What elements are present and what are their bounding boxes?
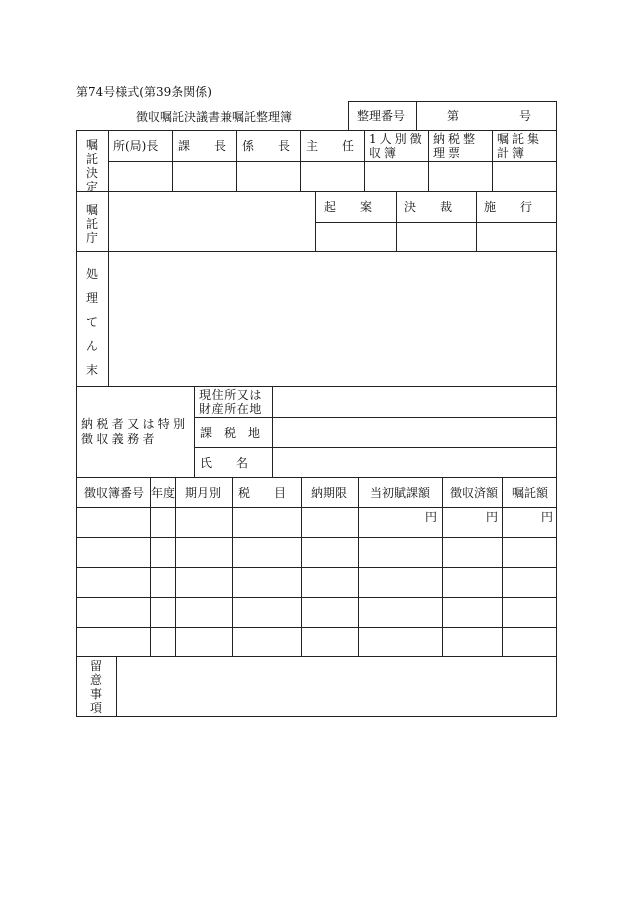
ledger-header-collected-amount: 徴収済額 — [450, 486, 499, 500]
ledger-unit-initial: 円 — [425, 510, 438, 524]
decision-header-subsection-head: 係 長 — [242, 139, 291, 153]
seiri-go: 号 — [519, 109, 532, 123]
decision-header-chief: 所(局)長 — [113, 139, 159, 153]
decision-header-individual-ledger: 1人別徴収簿 — [369, 132, 425, 160]
disposal-side-label: 処理てん末 — [85, 267, 98, 377]
agency-header-draft: 起 案 — [324, 200, 373, 214]
ledger-header-initial-amount: 当初賦課額 — [370, 486, 431, 500]
agency-header-execution: 施 行 — [484, 200, 533, 214]
notes-side-label: 留意事項 — [89, 659, 102, 715]
ledger-header-tax-item: 税 目 — [238, 486, 287, 500]
decision-side-label: 嘱託決定 — [85, 138, 98, 194]
ledger-unit-entrusted: 円 — [541, 510, 554, 524]
taxpayer-row-tax-location: 課 税 地 — [200, 426, 261, 440]
ledger-header-number: 徴収簿番号 — [84, 486, 145, 500]
form-number-label: 第74号様式(第39条関係) — [76, 85, 212, 99]
form-title: 徴収嘱託決議書兼嘱託整理簿 — [136, 110, 293, 124]
seiri-number-label: 整理番号 — [357, 109, 406, 123]
taxpayer-row-name: 氏 名 — [200, 456, 249, 470]
ledger-header-entrusted-amount: 嘱託額 — [512, 486, 549, 500]
disposal-section — [76, 251, 557, 387]
seiri-dai: 第 — [447, 109, 460, 123]
decision-header-section-head: 課 長 — [178, 139, 227, 153]
ledger-unit-collected: 円 — [486, 510, 499, 524]
decision-header-summary-ledger: 嘱託集計簿 — [497, 132, 543, 160]
decision-header-tax-sheet: 納税整理票 — [433, 132, 479, 160]
notes-section — [76, 656, 557, 717]
ledger-header-due-date: 納期限 — [311, 486, 348, 500]
decision-header-chief-clerk: 主 任 — [306, 139, 355, 153]
taxpayer-row-address: 現住所又は財産所在地 — [199, 388, 263, 416]
ledger-header-period: 期月別 — [185, 486, 222, 500]
agency-side-label: 嘱託庁 — [85, 203, 98, 245]
ledger-header-year: 年度 — [151, 486, 176, 500]
agency-header-approval: 決 裁 — [404, 200, 453, 214]
taxpayer-side-label: 納税者又は特別徴収義務者 — [81, 417, 189, 446]
